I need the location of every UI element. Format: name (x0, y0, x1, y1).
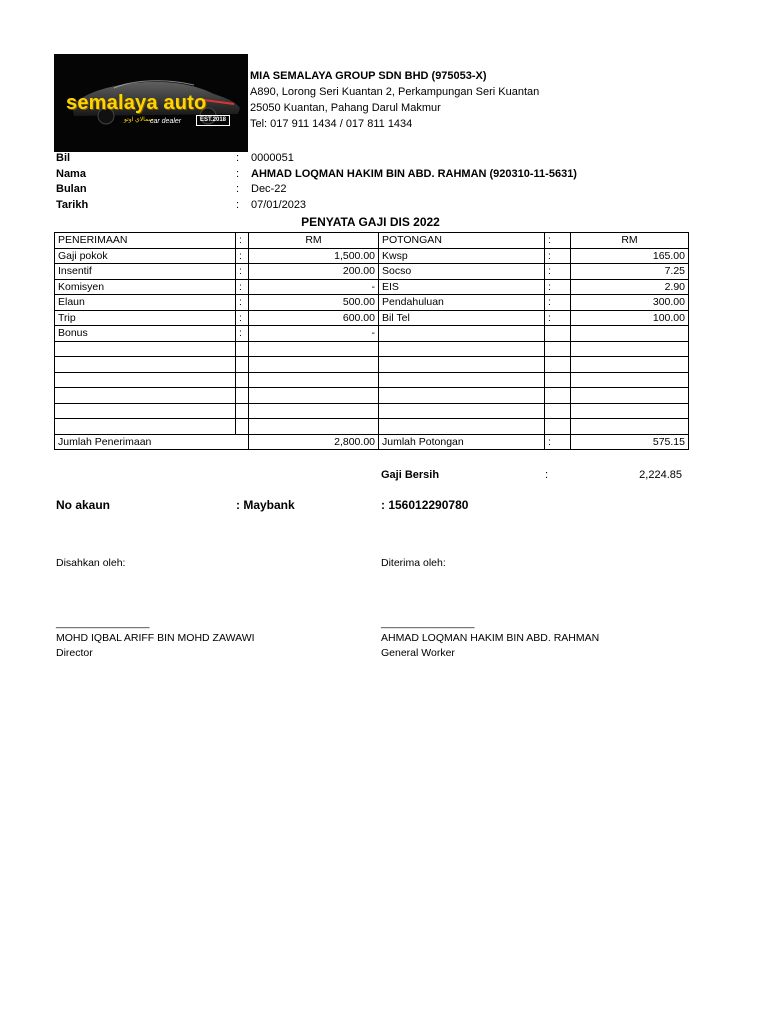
earning-label (55, 341, 236, 357)
row-colon: : (545, 248, 571, 264)
company-phone: Tel: 017 911 1434 / 017 811 1434 (250, 118, 413, 130)
company-address-line2: 25050 Kuantan, Pahang Darul Makmur (250, 102, 441, 114)
deduction-value (571, 341, 689, 357)
info-value-bulan: Dec-22 (251, 183, 287, 195)
deduction-value (571, 326, 689, 342)
deduction-value: 165.00 (571, 248, 689, 264)
table-row (55, 341, 689, 357)
row-colon: : (236, 295, 249, 311)
info-colon: : (236, 168, 240, 180)
deduction-label: Pendahuluan (379, 295, 545, 311)
earning-value (249, 419, 379, 435)
row-colon (545, 357, 571, 373)
approved-by-label: Disahkan oleh: (56, 557, 126, 569)
logo-est-badge: EST.2018 (196, 115, 230, 126)
company-address-line1: A890, Lorong Seri Kuantan 2, Perkampungan Seri Kuantan (250, 86, 540, 98)
earning-value (249, 341, 379, 357)
row-colon: : (545, 279, 571, 295)
total-deductions-value: 575.15 (571, 434, 689, 450)
receiver-name: AHMAD LOQMAN HAKIM BIN ABD. RAHMAN (381, 632, 600, 644)
earning-label (55, 388, 236, 404)
company-logo (54, 54, 248, 152)
table-row (55, 357, 689, 373)
payslip-table (54, 232, 689, 450)
earning-value: 600.00 (249, 310, 379, 326)
info-label-nama: Nama (56, 168, 86, 180)
deduction-value (571, 388, 689, 404)
row-colon (545, 372, 571, 388)
row-colon: : (236, 279, 249, 295)
approver-signature-line: ________________ (56, 617, 150, 629)
total-earnings-value: 2,800.00 (249, 434, 379, 450)
deduction-label (379, 388, 545, 404)
deduction-label (379, 357, 545, 373)
deduction-value (571, 357, 689, 373)
header-colon: : (236, 233, 249, 249)
row-colon (236, 341, 249, 357)
net-pay-value: 2,224.85 (639, 469, 682, 481)
table-row (55, 372, 689, 388)
earning-value: 200.00 (249, 264, 379, 280)
table-row (55, 403, 689, 419)
deduction-value: 2.90 (571, 279, 689, 295)
row-colon (236, 357, 249, 373)
deduction-label: EIS (379, 279, 545, 295)
info-value-nama: AHMAD LOQMAN HAKIM BIN ABD. RAHMAN (920310-11-5631) (251, 168, 577, 180)
account-label: No akaun (56, 498, 111, 512)
deduction-value (571, 372, 689, 388)
deduction-label: Kwsp (379, 248, 545, 264)
table-row (55, 264, 689, 280)
approver-title: Director (56, 647, 93, 659)
receiver-title: General Worker (381, 647, 455, 659)
net-pay-colon: : (545, 469, 549, 481)
row-colon: : (545, 264, 571, 280)
total-earnings-label: Jumlah Penerimaan (55, 434, 249, 450)
row-colon: : (545, 310, 571, 326)
account-bank: : Maybank (236, 498, 295, 512)
earning-value: 500.00 (249, 295, 379, 311)
deduction-value: 100.00 (571, 310, 689, 326)
earning-value (249, 403, 379, 419)
earning-value (249, 372, 379, 388)
table-row (55, 326, 689, 342)
row-colon: : (545, 295, 571, 311)
earning-value: - (249, 326, 379, 342)
row-colon (545, 388, 571, 404)
earning-label (55, 403, 236, 419)
row-colon: : (545, 434, 571, 450)
company-name: MIA SEMALAYA GROUP SDN BHD (975053-X) (250, 70, 487, 82)
earning-label (55, 372, 236, 388)
earnings-header: PENERIMAAN (55, 233, 236, 249)
header-colon: : (545, 233, 571, 249)
table-row (55, 279, 689, 295)
row-colon (545, 326, 571, 342)
logo-brand-text: semalaya auto (66, 92, 207, 114)
logo-subtitle: car dealer (150, 118, 182, 125)
table-row (55, 295, 689, 311)
statement-title: PENYATA GAJI DIS 2022 (301, 215, 440, 229)
net-pay-label: Gaji Bersih (381, 469, 440, 481)
deduction-label (379, 419, 545, 435)
info-label-bil: Bil (56, 152, 71, 164)
earning-label: Elaun (55, 295, 236, 311)
row-colon (236, 372, 249, 388)
row-colon: : (236, 310, 249, 326)
row-colon (545, 341, 571, 357)
deduction-value (571, 419, 689, 435)
approver-name: MOHD IQBAL ARIFF BIN MOHD ZAWAWI (56, 632, 255, 644)
receiver-signature-line: ________________ (381, 617, 475, 629)
deduction-label (379, 341, 545, 357)
earning-label: Komisyen (55, 279, 236, 295)
table-row (55, 248, 689, 264)
deduction-value: 7.25 (571, 264, 689, 280)
earning-label: Bonus (55, 326, 236, 342)
row-colon (545, 403, 571, 419)
deduction-value: 300.00 (571, 295, 689, 311)
table-row (55, 388, 689, 404)
totals-row (55, 434, 689, 450)
earning-value: - (249, 279, 379, 295)
deductions-header: POTONGAN (379, 233, 545, 249)
earning-label: Trip (55, 310, 236, 326)
deduction-value (571, 403, 689, 419)
deduction-label (379, 403, 545, 419)
earning-value (249, 357, 379, 373)
deduction-label (379, 372, 545, 388)
earning-label: Insentif (55, 264, 236, 280)
info-colon: : (236, 183, 240, 195)
row-colon (545, 419, 571, 435)
table-row (55, 419, 689, 435)
logo-arabic-text: سمالاي اوتو (124, 117, 154, 123)
received-by-label: Diterima oleh: (381, 557, 446, 569)
total-deductions-label: Jumlah Potongan (379, 434, 545, 450)
row-colon (236, 388, 249, 404)
info-colon: : (236, 199, 240, 211)
earning-label (55, 357, 236, 373)
earning-value: 1,500.00 (249, 248, 379, 264)
deduction-label: Socso (379, 264, 545, 280)
table-row (55, 310, 689, 326)
info-value-bil: 0000051 (251, 152, 294, 164)
row-colon: : (236, 326, 249, 342)
deduction-label: Bil Tel (379, 310, 545, 326)
info-value-tarikh: 07/01/2023 (251, 199, 307, 211)
earning-label: Gaji pokok (55, 248, 236, 264)
row-colon: : (236, 264, 249, 280)
deduction-label (379, 326, 545, 342)
deductions-unit-header: RM (571, 233, 689, 249)
row-colon (236, 403, 249, 419)
info-label-bulan: Bulan (56, 183, 87, 195)
earning-value (249, 388, 379, 404)
earning-label (55, 419, 236, 435)
row-colon (236, 419, 249, 435)
info-colon: : (236, 152, 240, 164)
earnings-unit-header: RM (249, 233, 379, 249)
account-number: : 156012290780 (381, 498, 469, 512)
info-label-tarikh: Tarikh (56, 199, 89, 211)
table-header-row (55, 233, 689, 249)
row-colon: : (236, 248, 249, 264)
